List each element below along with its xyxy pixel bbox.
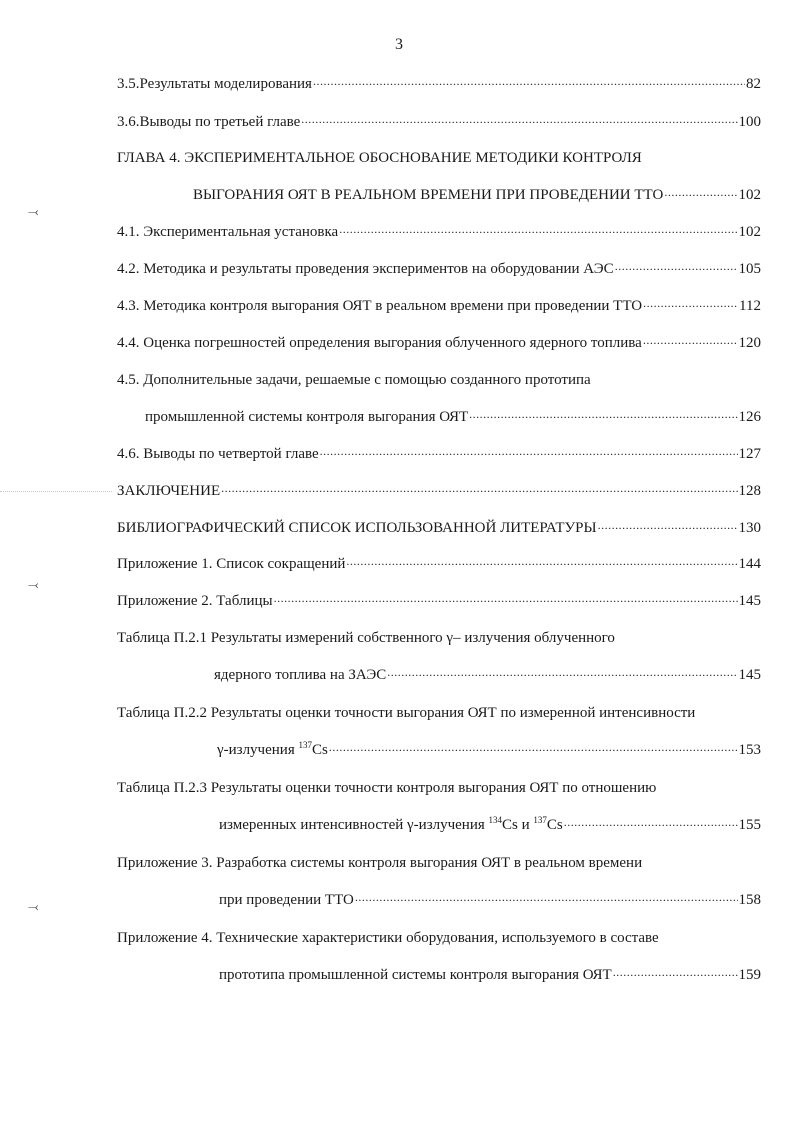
toc-entry (0, 335, 798, 357)
toc-entry-title: Приложение 4. Технические характеристики оборудования, используемого в составе (117, 930, 659, 946)
toc-entry-page: 105 (738, 261, 761, 277)
dot-leader (313, 73, 745, 87)
dot-leader (469, 406, 737, 420)
toc-entry-page: 145 (738, 593, 761, 609)
margin-mark-icon: ⤙ (28, 900, 39, 915)
toc-entry-title: БИБЛИОГРАФИЧЕСКИЙ СПИСОК ИСПОЛЬЗОВАННОЙ ЛИТЕРАТУРЫ (117, 520, 597, 536)
toc-entry-title: 4.3. Методика контроля выгорания ОЯТ в реальном времени при проведении ТТО (117, 298, 643, 314)
toc-entry (0, 520, 798, 542)
title-part: измеренных интенсивностей γ-излучения (219, 817, 489, 833)
dot-leader (643, 295, 738, 309)
margin-mark-icon: ⤙ (28, 578, 39, 593)
toc-entry-title: 4.6. Выводы по четвертой главе (117, 446, 319, 462)
title-part: Cs и (502, 817, 534, 833)
dot-leader (274, 590, 738, 604)
toc-entry-heading (0, 780, 798, 802)
toc-entry-title: Таблица П.2.1 Результаты измерений собственного γ– излучения облученного (117, 630, 615, 646)
toc-entry-page: 145 (738, 667, 761, 683)
toc-entry-page: 130 (738, 520, 761, 536)
toc-entry (0, 967, 798, 989)
toc-entry-title: промышленной системы контроля выгорания ОЯТ (145, 409, 469, 425)
toc-entry-title: ГЛАВА 4. ЭКСПЕРИМЕНТАЛЬНОЕ ОБОСНОВАНИЕ МЕТОДИКИ КОНТРОЛЯ (117, 150, 642, 166)
toc-entry-page: 158 (738, 892, 761, 908)
title-part: Cs (546, 817, 563, 833)
dot-leader (355, 889, 738, 903)
page-number: 3 (395, 36, 403, 53)
toc-entry-title: Приложение 1. Список сокращений (117, 556, 346, 572)
toc-entry-title: ядерного топлива на ЗАЭС (214, 667, 387, 683)
toc-entry-page: 82 (746, 76, 761, 92)
toc-entry-page: 153 (738, 742, 761, 758)
toc-entry-heading (0, 372, 798, 394)
isotope-mass: 134 (488, 815, 503, 825)
toc-entry-heading (0, 705, 798, 727)
toc-entry-title: прототипа промышленной системы контроля выгорания ОЯТ (219, 967, 612, 983)
toc-entry (0, 556, 798, 578)
toc-entry (0, 224, 798, 246)
toc-entry (0, 742, 798, 764)
toc-entry (0, 817, 798, 839)
toc-entry (0, 114, 798, 136)
toc-entry (0, 261, 798, 283)
dot-leader (598, 517, 738, 531)
dot-leader (329, 739, 738, 753)
toc-entry-page: 126 (738, 409, 761, 425)
dot-leader (339, 221, 737, 235)
dot-leader (613, 964, 738, 978)
toc-entry-page: 127 (738, 446, 761, 462)
toc-entry (0, 892, 798, 914)
toc-chapter-heading (0, 150, 798, 172)
dot-leader (301, 111, 737, 125)
toc-entry-page: 144 (738, 556, 761, 572)
toc-entry-title: Таблица П.2.2 Результаты оценки точности выгорания ОЯТ по измеренной интенсивности (117, 705, 696, 721)
dot-leader (221, 480, 737, 494)
isotope-mass: 137 (533, 815, 547, 825)
toc-entry-page: 112 (739, 298, 761, 314)
toc-entry (0, 76, 798, 98)
toc-entry-title: 4.1. Экспериментальная установка (117, 224, 339, 240)
toc-entry-title: ЗАКЛЮЧЕНИЕ (117, 483, 221, 499)
toc-entry-page: 155 (738, 817, 761, 833)
toc-entry-title: Приложение 3. Разработка системы контроля выгорания ОЯТ в реальном времени (117, 855, 643, 871)
toc-entry-title (219, 817, 563, 834)
title-part: Cs (311, 742, 328, 758)
toc-entry-page: 102 (738, 187, 761, 203)
dot-leader (615, 258, 738, 272)
toc-entry-page: 100 (738, 114, 761, 130)
toc-entry-heading (0, 855, 798, 877)
title-part: γ-излучения (217, 742, 299, 758)
toc-entry-title: ВЫГОРАНИЯ ОЯТ В РЕАЛЬНОМ ВРЕМЕНИ ПРИ ПРОВЕДЕНИИ ТТО (193, 187, 664, 203)
toc-entry (0, 409, 798, 431)
dot-leader (643, 332, 738, 346)
toc-entry-title: 4.2. Методика и результаты проведения экспериментов на оборудовании АЭС (117, 261, 614, 277)
toc-entry-title: Приложение 2. Таблицы (117, 593, 273, 609)
toc-entry (0, 446, 798, 468)
toc-entry-page: 159 (738, 967, 761, 983)
toc-entry (0, 667, 798, 689)
toc-entry (0, 593, 798, 615)
dot-leader (564, 814, 738, 828)
toc-entry-title: 3.5.Результаты моделирования (117, 76, 312, 92)
toc-entry-title: Таблица П.2.3 Результаты оценки точности контроля выгорания ОЯТ по отношению (117, 780, 657, 796)
margin-mark-icon: ⤙ (28, 205, 39, 220)
toc-entry (0, 483, 798, 505)
toc-entry-heading (0, 630, 798, 652)
toc-entry-page: 128 (738, 483, 761, 499)
toc-entry (0, 187, 798, 209)
dot-leader (346, 553, 737, 567)
toc-entry-page: 120 (738, 335, 761, 351)
toc-entry-title: при проведении ТТО (219, 892, 354, 908)
toc-entry-heading (0, 930, 798, 952)
toc-entry (0, 298, 798, 320)
dot-leader (320, 443, 738, 457)
dot-leader (387, 664, 737, 678)
toc-entry-title: 4.5. Дополнительные задачи, решаемые с помощью созданного прототипа (117, 372, 591, 388)
toc-entry-page: 102 (738, 224, 761, 240)
isotope-mass: 137 (298, 740, 312, 750)
dot-leader (664, 184, 737, 198)
toc-entry-title (217, 742, 328, 759)
toc-entry-title: 4.4. Оценка погрешностей определения выгорания облученного ядерного топлива (117, 335, 642, 351)
toc-entry-title: 3.6.Выводы по третьей главе (117, 114, 301, 130)
